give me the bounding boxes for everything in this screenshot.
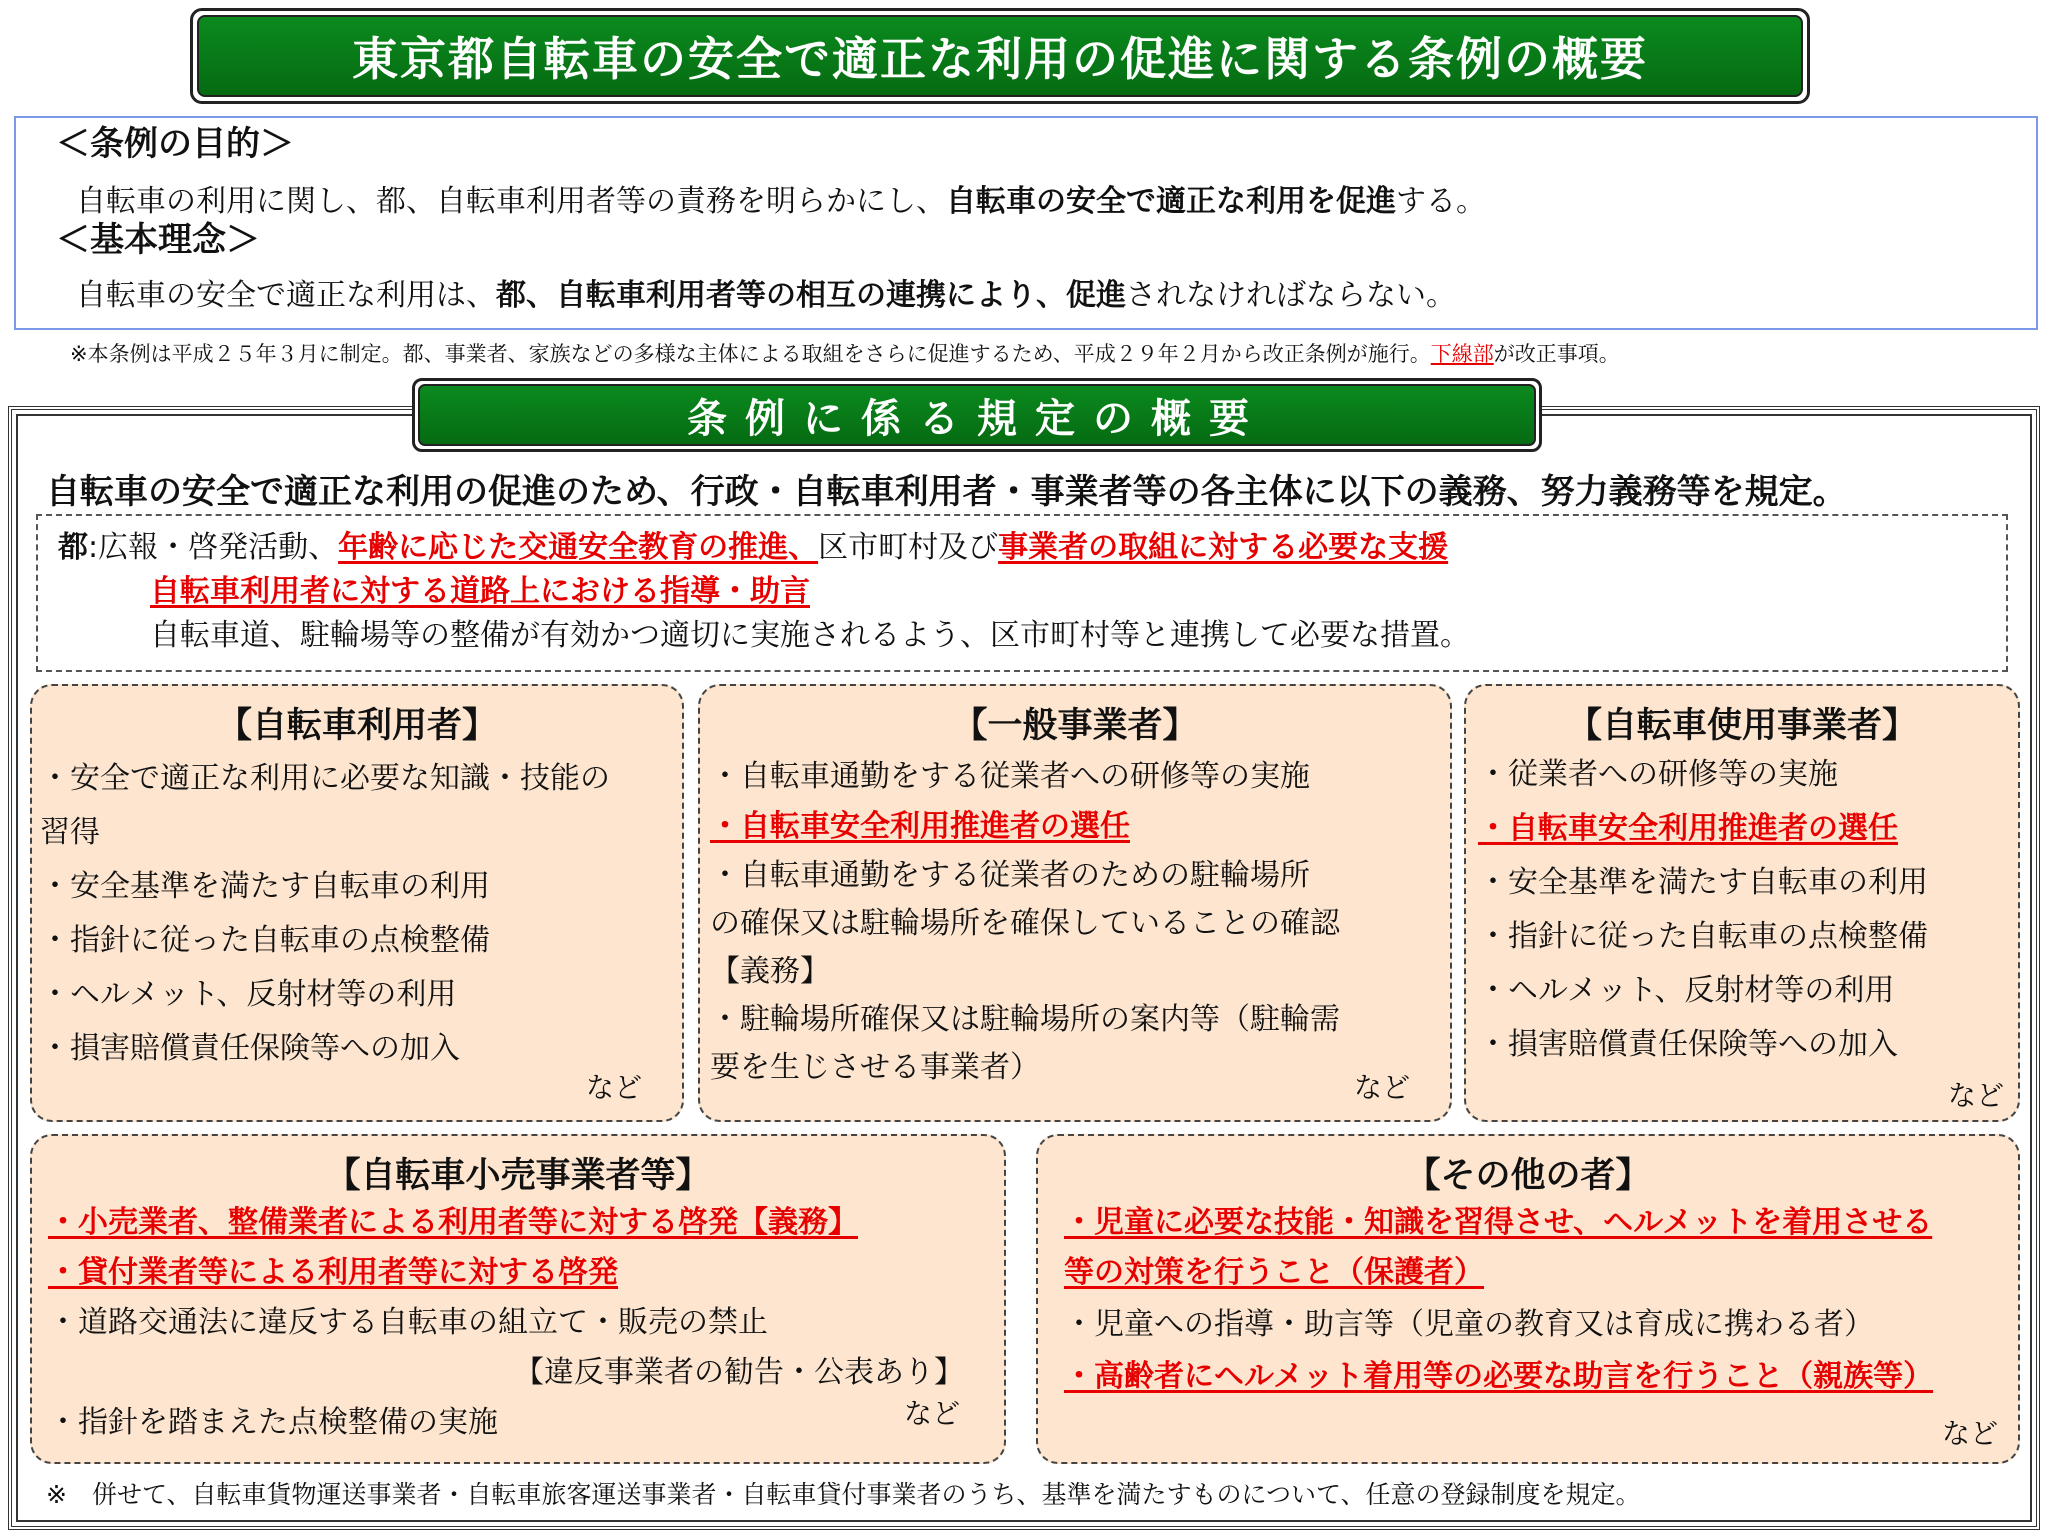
principle-text-bold2: 促進 bbox=[1066, 278, 1126, 313]
tokyo-line1-a: 広報・啓発活動、 bbox=[98, 530, 339, 565]
tokyo-line1-d: 事業者の取組に対する必要な支援 bbox=[998, 530, 1449, 565]
tokyo-label: 都 bbox=[58, 530, 88, 565]
panel-users-nado: など bbox=[585, 1071, 642, 1104]
principle-text-bold1: 都、自転車利用者等の相互の連携により、 bbox=[496, 278, 1066, 313]
tokyo-line-2 bbox=[58, 570, 2006, 614]
list-item: ・自転車安全利用推進者の選任 bbox=[710, 809, 1130, 844]
principle-text-pre: 自転車の安全で適正な利用は、 bbox=[76, 278, 496, 313]
tokyo-colon: : bbox=[88, 530, 99, 565]
list-item: ・安全基準を満たす自転車の利用 bbox=[40, 869, 490, 904]
tokyo-line1-c: 区市町村及び bbox=[818, 530, 999, 565]
list-item: ・指針を踏まえた点検整備の実施 bbox=[48, 1405, 498, 1440]
panel-others bbox=[1036, 1134, 2020, 1464]
list-item: ・児童に必要な技能・知識を習得させ、ヘルメットを着用させる bbox=[1064, 1205, 1933, 1240]
panel-business-list bbox=[1466, 748, 2018, 1072]
tokyo-line-1 bbox=[58, 526, 2006, 570]
list-item: ・指針に従った自転車の点検整備 bbox=[1478, 919, 1928, 954]
footnote: ※ 併せて、自転車貨物運送事業者・自転車旅客運送事業者・自転車貸付事業者のうち、基準を満たすものについて、任意の登録制度を規定。 bbox=[46, 1480, 1641, 1509]
list-item: 要を生じさせる事業者） bbox=[710, 1050, 1040, 1085]
note-post: が改正事項。 bbox=[1493, 342, 1620, 366]
list-item: ・損害賠償責任保険等への加入 bbox=[40, 1031, 460, 1066]
tokyo-line1-b: 年齢に応じた交通安全教育の推進、 bbox=[338, 530, 819, 565]
panel-bicycle-users bbox=[30, 684, 684, 1122]
list-item: ・安全基準を満たす自転車の利用 bbox=[1478, 865, 1928, 900]
list-item: ・ヘルメット、反射材等の利用 bbox=[40, 977, 457, 1012]
panel-others-nado: など bbox=[1941, 1417, 1998, 1450]
tokyo-line-3: 自転車道、駐輪場等の整備が有効かつ適切に実施されるよう、区市町村等と連携して必要な措置。 bbox=[150, 618, 1470, 653]
panel-general-businesses bbox=[698, 684, 1452, 1122]
list-item: ・従業者への研修等の実施 bbox=[1478, 757, 1838, 792]
list-item-note: 【違反事業者の勧告・公表あり】 bbox=[514, 1355, 964, 1390]
list-item: ・小売業者、整備業者による利用者等に対する啓発【義務】 bbox=[48, 1205, 858, 1240]
list-item: 等の対策を行うこと（保護者） bbox=[1064, 1255, 1484, 1290]
page-title: 東京都自転車の安全で適正な利用の促進に関する条例の概要 bbox=[197, 15, 1803, 97]
purpose-heading: ＜条例の目的＞ bbox=[56, 124, 294, 164]
principle-text bbox=[76, 270, 1456, 314]
list-item: 【義務】 bbox=[710, 954, 830, 989]
panel-users-title: 【自転車利用者】 bbox=[216, 706, 497, 746]
section-banner bbox=[412, 378, 1542, 452]
tokyo-box bbox=[36, 514, 2008, 672]
note-underline: 下線部 bbox=[1430, 342, 1494, 366]
panel-users-list bbox=[32, 748, 682, 1076]
list-item: ・道路交通法に違反する自転車の組立て・販売の禁止 bbox=[48, 1305, 768, 1340]
note-pre: ※本条例は平成２５年３月に制定。都、事業者、家族などの多様な主体による取組をさらに促進するため、平成２９年２月から改正条例が施行。 bbox=[70, 342, 1431, 366]
list-item: ・高齢者にヘルメット着用等の必要な助言を行うこと（親族等） bbox=[1064, 1359, 1934, 1394]
list-item: ・損害賠償責任保険等への加入 bbox=[1478, 1027, 1898, 1062]
panel-business-nado: など bbox=[1947, 1079, 2004, 1112]
purpose-text bbox=[76, 176, 1486, 220]
panel-retail-nado: など bbox=[903, 1397, 960, 1430]
list-item: ・ヘルメット、反射材等の利用 bbox=[1478, 973, 1895, 1008]
amendment-note bbox=[70, 338, 1620, 368]
principle-text-post: されなければならない。 bbox=[1126, 278, 1456, 313]
summary-line: 自転車の安全で適正な利用の促進のため、行政・自転車利用者・事業者等の各主体に以下の義務、努力義務等を規定。 bbox=[46, 472, 1847, 512]
purpose-box bbox=[14, 116, 2038, 330]
panel-bicycle-business-users bbox=[1464, 684, 2020, 1122]
panel-retail-title: 【自転車小売事業者等】 bbox=[325, 1156, 711, 1196]
list-item: ・自転車通勤をする従業者のための駐輪場所 bbox=[710, 858, 1310, 893]
purpose-text-post: する。 bbox=[1396, 184, 1486, 219]
panel-general-nado: など bbox=[1353, 1071, 1410, 1104]
purpose-text-bold: 自転車の安全で適正な利用を促進 bbox=[946, 184, 1396, 219]
panel-others-title: 【その他の者】 bbox=[1405, 1156, 1651, 1196]
list-item: ・安全で適正な利用に必要な知識・技能の bbox=[40, 761, 610, 796]
title-banner bbox=[190, 8, 1810, 104]
panel-retail-list bbox=[32, 1198, 1004, 1448]
tokyo-line2-text: 自転車利用者に対する道路上における指導・助言 bbox=[150, 574, 810, 609]
panel-business-title: 【自転車使用事業者】 bbox=[1566, 706, 1917, 746]
panel-others-list bbox=[1038, 1198, 2018, 1402]
list-item: ・自転車安全利用推進者の選任 bbox=[1478, 811, 1898, 846]
panel-general-title: 【一般事業者】 bbox=[952, 706, 1198, 746]
panel-general-list bbox=[700, 748, 1450, 1092]
list-item: ・自転車通勤をする従業者への研修等の実施 bbox=[710, 759, 1310, 794]
principle-heading: ＜基本理念＞ bbox=[56, 220, 260, 260]
list-item: ・児童への指導・助言等（児童の教育又は育成に携わる者） bbox=[1064, 1307, 1874, 1342]
list-item: 習得 bbox=[40, 815, 100, 850]
section-title: 条例に係る規定の概要 bbox=[418, 384, 1536, 446]
list-item: の確保又は駐輪場所を確保していることの確認 bbox=[710, 906, 1340, 941]
list-item: ・指針に従った自転車の点検整備 bbox=[40, 923, 490, 958]
list-item: ・貸付業者等による利用者等に対する啓発 bbox=[48, 1255, 618, 1290]
list-item: ・駐輪場所確保又は駐輪場所の案内等（駐輪需 bbox=[710, 1002, 1340, 1037]
panel-retail-businesses bbox=[30, 1134, 1006, 1464]
purpose-text-pre: 自転車の利用に関し、都、自転車利用者等の責務を明らかにし、 bbox=[76, 184, 946, 219]
